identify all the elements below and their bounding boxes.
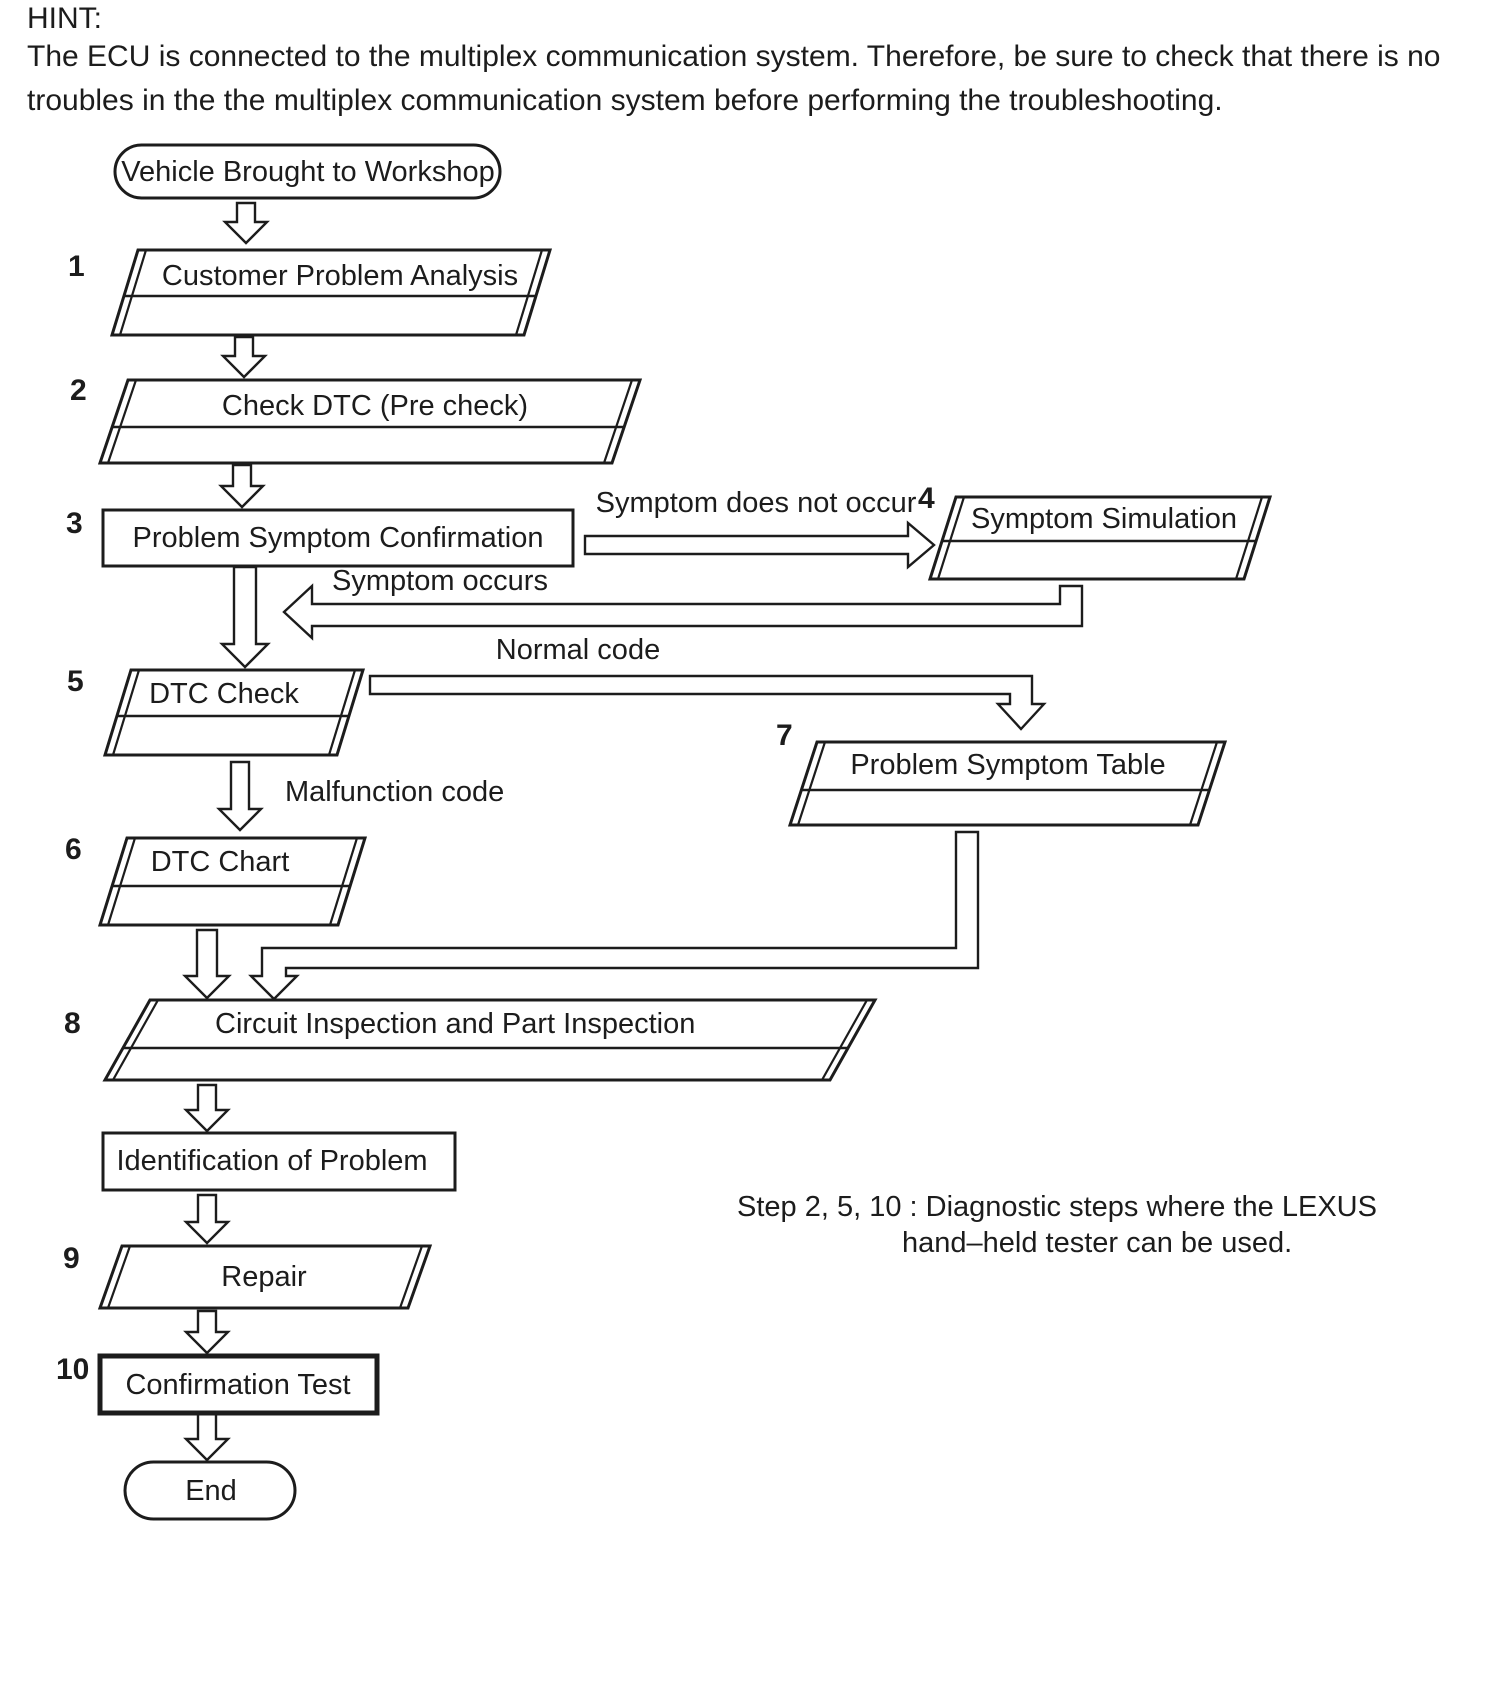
- arrow-malfunction-code: [219, 762, 261, 830]
- edge-label-symptom-does-not-occur: Symptom does not occur: [595, 487, 917, 519]
- step10-number: 10: [56, 1353, 90, 1386]
- arrow-step10-to-end: [186, 1414, 228, 1460]
- arrow-step2-to-step3: [221, 465, 263, 507]
- step1-label: Customer Problem Analysis: [161, 260, 519, 292]
- step9-number: 9: [63, 1242, 80, 1275]
- step4-label: Symptom Simulation: [971, 503, 1237, 535]
- step6-label: DTC Chart: [150, 846, 290, 878]
- arrow-symptom-does-not-occur: [585, 523, 934, 567]
- step8-label: Circuit Inspection and Part Inspection: [215, 1008, 696, 1040]
- step6-number: 6: [65, 833, 82, 866]
- step8-number: 8: [64, 1007, 81, 1040]
- end-label: End: [185, 1475, 237, 1507]
- end-node: [125, 1462, 295, 1519]
- step5-number: 5: [67, 665, 84, 698]
- step3-node: [66, 507, 573, 566]
- step10-label: Confirmation Test: [125, 1369, 351, 1401]
- arrow-start-to-step1: [225, 203, 267, 243]
- step10-node: [56, 1353, 377, 1413]
- step7-label: Problem Symptom Table: [850, 749, 1166, 781]
- step3-label: Problem Symptom Confirmation: [132, 522, 544, 554]
- step7-node: [776, 719, 1225, 825]
- identification-label: Identification of Problem: [116, 1145, 428, 1177]
- note-line-1: Step 2, 5, 10 : Diagnostic steps where the LEXUS: [737, 1191, 1377, 1223]
- edge-label-symptom-occurs: Symptom occurs: [332, 565, 548, 597]
- hint-line-1: The ECU is connected to the multiplex communication system. Therefore, be sure to check that there is no: [27, 40, 1441, 73]
- arrow-identification-to-step9: [186, 1195, 228, 1243]
- arrow-step6-to-step8: [185, 930, 229, 998]
- start-node: [115, 145, 500, 198]
- identification-node: [103, 1133, 455, 1190]
- step1-number: 1: [68, 250, 85, 283]
- step2-number: 2: [70, 374, 87, 407]
- edge-label-malfunction-code: Malfunction code: [285, 776, 505, 808]
- step5-label: DTC Check: [149, 678, 299, 710]
- hint-label: HINT:: [27, 2, 102, 35]
- arrow-step9-to-step10: [186, 1311, 228, 1353]
- arrow-normal-code: [370, 676, 1044, 729]
- step7-number: 7: [776, 719, 793, 752]
- step3-number: 3: [66, 507, 83, 540]
- step9-node: [63, 1242, 430, 1308]
- arrow-step1-to-step2: [223, 337, 265, 377]
- step1-node: [68, 250, 550, 335]
- step4-number: 4: [918, 482, 935, 515]
- start-label: Vehicle Brought to Workshop: [121, 156, 495, 188]
- step2-node: [70, 374, 640, 463]
- arrow-step8-to-identification: [186, 1085, 228, 1131]
- note-line-2: hand–held tester can be used.: [902, 1227, 1293, 1259]
- hint-line-2: troubles in the the multiplex communication system before performing the troubleshooting.: [27, 84, 1223, 117]
- step4-node: [918, 482, 1270, 579]
- step2-label: Check DTC (Pre check): [221, 390, 529, 422]
- step9-label: Repair: [221, 1261, 307, 1293]
- step6-node: [65, 833, 365, 925]
- step8-node: [64, 1000, 875, 1080]
- arrow-symptom-occurs-down: [222, 567, 268, 667]
- step5-node: [67, 665, 363, 755]
- edge-label-normal-code: Normal code: [495, 634, 661, 666]
